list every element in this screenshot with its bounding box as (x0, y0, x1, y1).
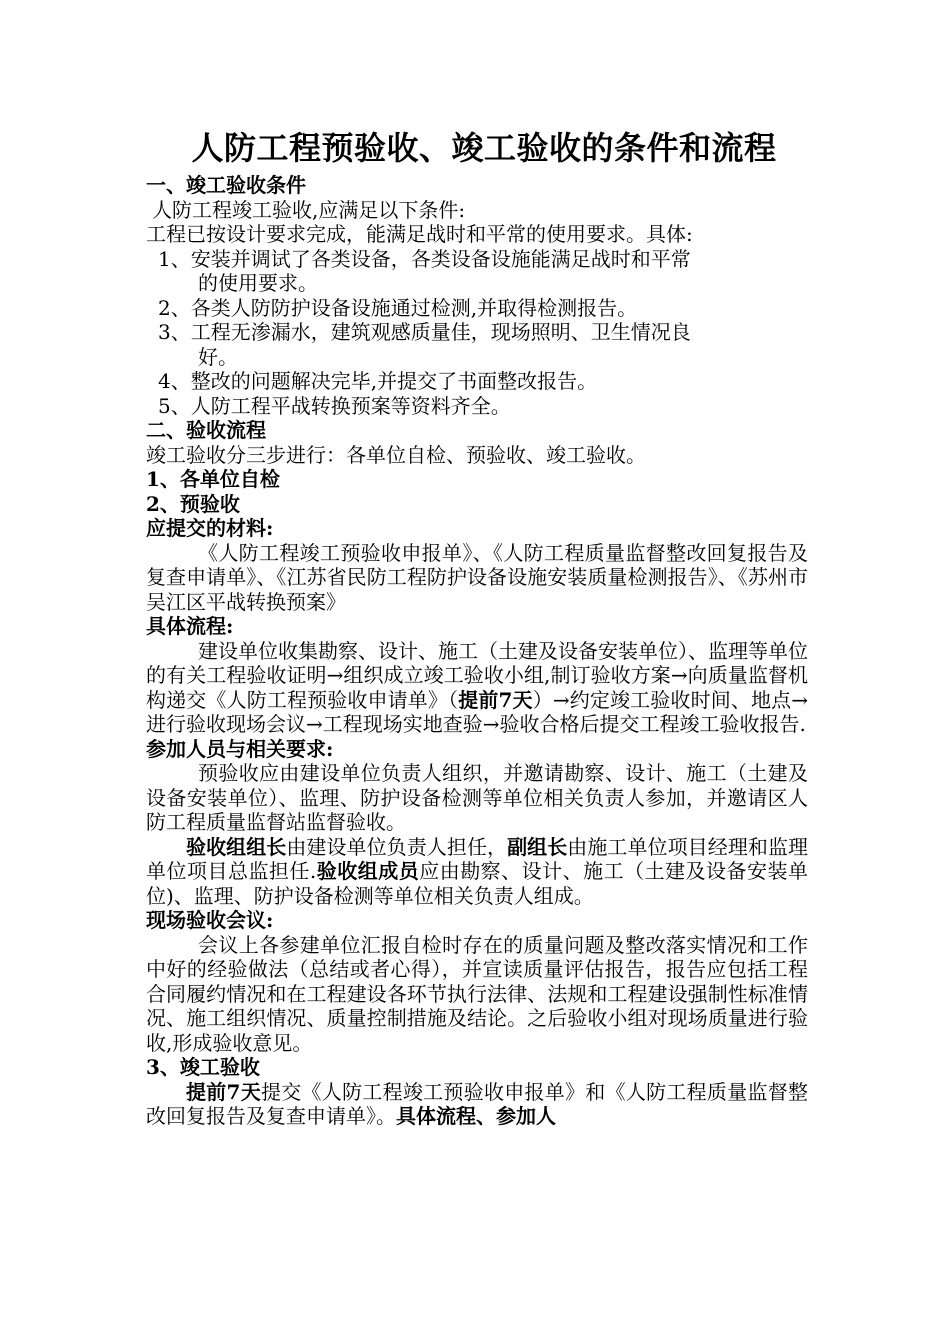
condition-item-continuation: 的使用要求。 (198, 271, 318, 295)
group-leader-term: 验收组组长 (186, 834, 287, 859)
document-page (146, 125, 808, 1129)
process-intro: 竣工验收分三步进行：各单位自检、预验收、竣工验收。 (146, 442, 646, 467)
condition-item: 1、安装并调试了各类设备，各类设备设施能满足战时和平常 (158, 246, 691, 271)
deputy-leader-term: 副组长 (507, 834, 568, 859)
process-label: 具体流程: (146, 614, 234, 638)
condition-item: 2、各类人防防护设备设施通过检测,并取得检测报告。 (158, 295, 638, 320)
group-members-term: 验收组成员 (316, 859, 420, 883)
step-heading-self-check: 1、各单位自检 (146, 467, 280, 491)
condition-item: 4、整改的问题解决完毕,并提交了书面整改报告。 (158, 369, 598, 393)
section-heading-conditions: 一、竣工验收条件 (146, 173, 306, 197)
emphasis-7-days: 提前7天 (186, 1079, 261, 1104)
materials-label: 应提交的材料: (146, 516, 274, 540)
emphasis-process-people: 具体流程、参加人 (396, 1104, 556, 1128)
conditions-lead: 工程已按设计要求完成，能满足战时和平常的使用要求。具体: (146, 222, 693, 246)
condition-item-continuation: 好。 (198, 344, 238, 369)
condition-item: 5、人防工程平战转换预案等资料齐全。 (158, 393, 511, 418)
step-heading-final-acceptance: 3、竣工验收 (146, 1055, 260, 1079)
section-heading-process: 二、验收流程 (146, 418, 266, 442)
materials-text: 《人防工程竣工预验收申报单》、《人防工程质量监督整改回复报告及复查申请单》、《江苏省民防工程防护设备设施安装质量检测报告》、《苏州市吴江区平战转换预案》 (146, 540, 808, 614)
page-title: 人防工程预验收、竣工验收的条件和流程 (191, 129, 777, 167)
emphasis-7-days: 提前7天 (458, 687, 533, 712)
people-text: 预验收应由建设单位负责人组织，并邀请勘察、设计、施工（土建及设备安装单位）、监理、防护设备检测等单位相关负责人参加，并邀请区人防工程质量监督站监督验收。 (146, 761, 808, 834)
conditions-intro: 人防工程竣工验收,应满足以下条件: (152, 197, 466, 222)
condition-item: 3、工程无渗漏水，建筑观感质量佳，现场照明、卫生情况良 (158, 320, 691, 344)
meeting-label: 现场验收会议: (146, 908, 274, 932)
group-roles-text: 验收组组长由建设单位负责人担任，副组长由施工单位项目经理和监理单位项目总监担任.验收组成员应由勘察、设计、施工（土建及设备安装单位)、监理、防护设备检测等单位相关负责人组成。 (146, 834, 809, 908)
step-heading-pre-acceptance: 2、预验收 (146, 491, 240, 516)
process-text: 建设单位收集勘察、设计、施工（土建及设备安装单位）、监理等单位的有关工程验收证明→组织成立竣工验收小组,制订验收方案→向质量监督机构递交《人防工程预验收申请单》（提前7天）→约定竣工验收时间、地点→进行验收现场会议→工程现场实地查验→验收合格后提交工程竣工验收报告. (146, 638, 809, 736)
people-label: 参加人员与相关要求: (146, 736, 334, 761)
final-acceptance-text: 提前7天提交《人防工程竣工预验收申报单》和《人防工程质量监督整改回复报告及复查申请单》。具体流程、参加人 (146, 1079, 809, 1128)
meeting-text: 会议上各参建单位汇报自检时存在的质量问题及整改落实情况和工作中好的经验做法（总结或者心得），并宣读质量评估报告，报告应包括工程合同履约情况和在工程建设各环节执行法律、法规和工程建设强制性标准情况、施工组织情况、质量控制措施及结论。之后验收小组对现场质量进行验收,形成验收意见。 (146, 932, 808, 1055)
